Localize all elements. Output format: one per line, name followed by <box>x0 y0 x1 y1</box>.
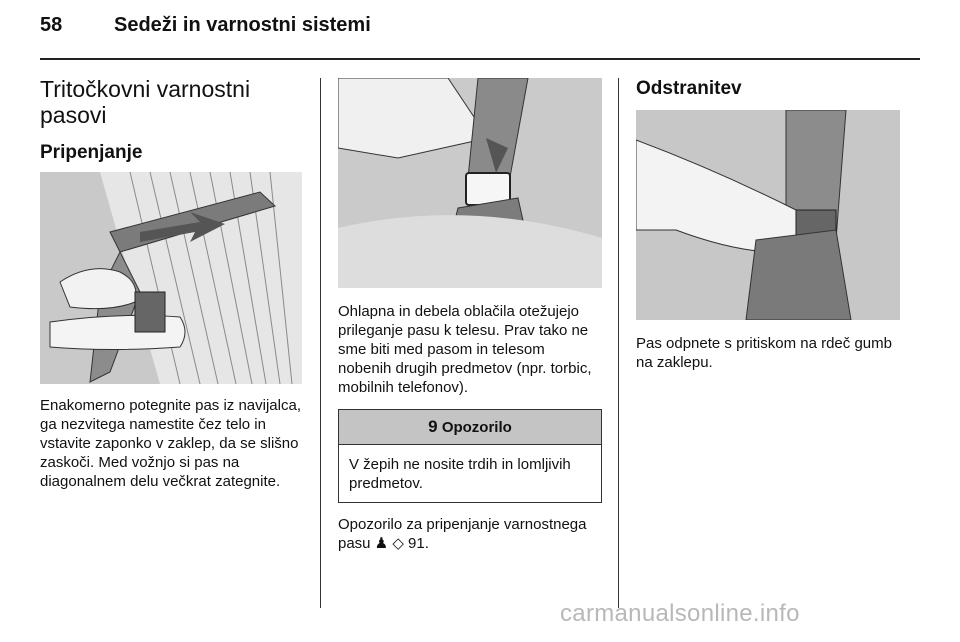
column-divider-2 <box>618 78 619 608</box>
warning-icon: 9 <box>428 417 438 436</box>
seatbelt-icon: ♟ <box>374 535 389 552</box>
fastening-text: Enakomerno potegnite pas iz navijalca, ga nezvitega namestite čez telo in vstavite zaponko v zaklep, da se slišno zaskoči. Med vožnjo si pas na diagonalnem delu večkrat zategnite. <box>40 397 301 490</box>
warning-text: V žepih ne nosite trdih in lomljivih predmetov. <box>349 456 571 492</box>
chapter-title: Sedeži in varnostni sistemi <box>114 14 371 36</box>
header-rule <box>40 58 920 60</box>
column-3 <box>636 70 900 372</box>
reference-text <box>338 515 602 553</box>
warning-title: Opozorilo <box>441 419 512 436</box>
buckle-illustration <box>338 78 602 288</box>
subsection-title-fastening: Pripenjanje <box>40 142 143 163</box>
page-header <box>40 14 371 37</box>
clothing-text: Ohlapna in debela oblačila otežujejo prileganje pasu k telesu. Prav tako ne sme biti med pasom in telesom nobenih drugih predmetov (npr. torbic, mobilnih telefonov). <box>338 303 592 396</box>
watermark: carmanualsonline.info <box>560 600 800 627</box>
section-title: Tritočkovni varnostni pasovi <box>40 76 251 128</box>
reference-page: 91. <box>408 535 429 552</box>
release-text: Pas odpnete s pritiskom na rdeč gumb na zaklepu. <box>636 335 892 371</box>
page-ref-icon: ◇ <box>392 535 404 552</box>
subsection-title-release: Odstranitev <box>636 78 742 99</box>
release-illustration <box>636 110 900 320</box>
reference-label: Opozorilo za pripenjanje varnostnega pasu <box>338 516 587 552</box>
column-divider-1 <box>320 78 321 608</box>
warning-box <box>338 409 602 503</box>
column-2 <box>338 70 602 553</box>
fastening-illustration <box>40 172 302 384</box>
warning-header <box>339 410 601 445</box>
page-number: 58 <box>40 14 63 36</box>
column-1 <box>40 70 302 491</box>
